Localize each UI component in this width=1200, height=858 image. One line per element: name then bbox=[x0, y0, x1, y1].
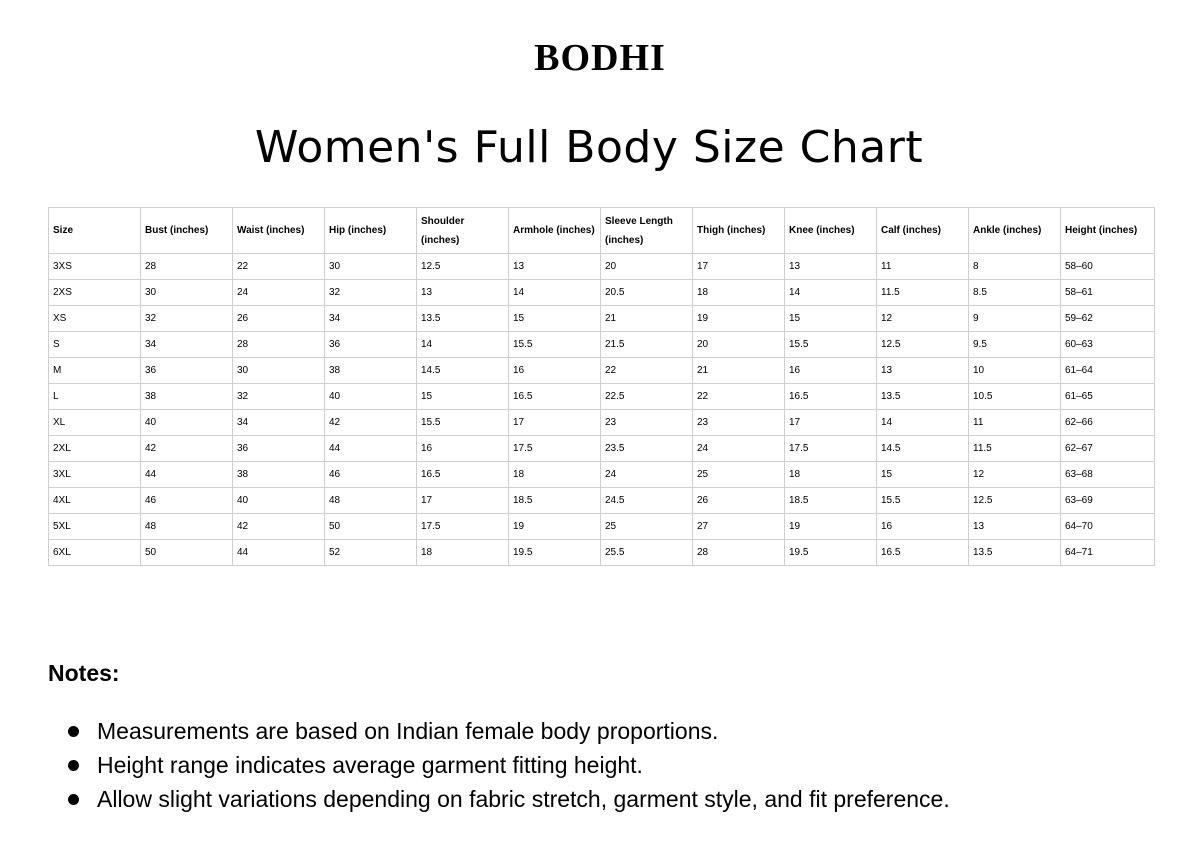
page-title: Women's Full Body Size Chart bbox=[254, 122, 924, 173]
header-cell-bust: Bust (inches) bbox=[141, 208, 233, 254]
measurement-cell: 36 bbox=[325, 332, 417, 358]
measurement-cell: 18 bbox=[693, 280, 785, 306]
measurement-cell: 23 bbox=[693, 410, 785, 436]
measurement-cell: 22 bbox=[233, 254, 325, 280]
notes-heading: Notes: bbox=[48, 660, 120, 686]
measurement-cell: 12 bbox=[877, 306, 969, 332]
measurement-cell: 17 bbox=[693, 254, 785, 280]
measurement-cell: 8.5 bbox=[969, 280, 1061, 306]
measurement-cell: 21 bbox=[693, 358, 785, 384]
table-header-row bbox=[49, 208, 1155, 254]
measurement-cell: 14 bbox=[785, 280, 877, 306]
table-row bbox=[49, 384, 1155, 410]
measurement-cell: 58–61 bbox=[1061, 280, 1155, 306]
measurement-cell: 17.5 bbox=[417, 514, 509, 540]
measurement-cell: 8 bbox=[969, 254, 1061, 280]
size-chart-table bbox=[48, 207, 1155, 566]
measurement-cell: 11 bbox=[877, 254, 969, 280]
measurement-cell: 11 bbox=[969, 410, 1061, 436]
measurement-cell: 40 bbox=[141, 410, 233, 436]
measurement-cell: 62–67 bbox=[1061, 436, 1155, 462]
size-label-cell: L bbox=[49, 384, 141, 410]
table-row bbox=[49, 462, 1155, 488]
size-label-cell: 6XL bbox=[49, 540, 141, 566]
measurement-cell: 48 bbox=[325, 488, 417, 514]
table-row bbox=[49, 514, 1155, 540]
measurement-cell: 64–70 bbox=[1061, 514, 1155, 540]
notes-list bbox=[66, 714, 950, 816]
measurement-cell: 14 bbox=[417, 332, 509, 358]
measurement-cell: 19.5 bbox=[785, 540, 877, 566]
header-cell-thigh: Thigh (inches) bbox=[693, 208, 785, 254]
measurement-cell: 28 bbox=[693, 540, 785, 566]
measurement-cell: 16.5 bbox=[417, 462, 509, 488]
header-cell-ankle: Ankle (inches) bbox=[969, 208, 1061, 254]
header-cell-height: Height (inches) bbox=[1061, 208, 1155, 254]
header-cell-armhole: Armhole (inches) bbox=[509, 208, 601, 254]
size-label-cell: 2XS bbox=[49, 280, 141, 306]
measurement-cell: 32 bbox=[141, 306, 233, 332]
measurement-cell: 22.5 bbox=[601, 384, 693, 410]
measurement-cell: 42 bbox=[325, 410, 417, 436]
note-text: Height range indicates average garment fitting height. bbox=[97, 752, 643, 778]
header-cell-sleeve-length: Sleeve Length (inches) bbox=[601, 208, 693, 254]
measurement-cell: 12.5 bbox=[877, 332, 969, 358]
measurement-cell: 20 bbox=[601, 254, 693, 280]
measurement-cell: 64–71 bbox=[1061, 540, 1155, 566]
table-row bbox=[49, 488, 1155, 514]
measurement-cell: 16.5 bbox=[877, 540, 969, 566]
measurement-cell: 9.5 bbox=[969, 332, 1061, 358]
measurement-cell: 13.5 bbox=[969, 540, 1061, 566]
measurement-cell: 32 bbox=[325, 280, 417, 306]
brand-logo: BODHI bbox=[534, 37, 666, 79]
measurement-cell: 42 bbox=[141, 436, 233, 462]
measurement-cell: 14 bbox=[877, 410, 969, 436]
measurement-cell: 19 bbox=[785, 514, 877, 540]
measurement-cell: 32 bbox=[233, 384, 325, 410]
table-row bbox=[49, 358, 1155, 384]
bullet-icon bbox=[68, 794, 79, 805]
measurement-cell: 50 bbox=[141, 540, 233, 566]
measurement-cell: 20 bbox=[693, 332, 785, 358]
measurement-cell: 23 bbox=[601, 410, 693, 436]
table-row bbox=[49, 332, 1155, 358]
measurement-cell: 46 bbox=[141, 488, 233, 514]
measurement-cell: 38 bbox=[233, 462, 325, 488]
measurement-cell: 12.5 bbox=[969, 488, 1061, 514]
size-label-cell: S bbox=[49, 332, 141, 358]
measurement-cell: 13.5 bbox=[417, 306, 509, 332]
measurement-cell: 17 bbox=[785, 410, 877, 436]
measurement-cell: 15 bbox=[877, 462, 969, 488]
measurement-cell: 17 bbox=[417, 488, 509, 514]
measurement-cell: 44 bbox=[141, 462, 233, 488]
size-label-cell: 3XS bbox=[49, 254, 141, 280]
measurement-cell: 21.5 bbox=[601, 332, 693, 358]
measurement-cell: 15 bbox=[785, 306, 877, 332]
bullet-icon bbox=[68, 760, 79, 771]
measurement-cell: 13.5 bbox=[877, 384, 969, 410]
measurement-cell: 15.5 bbox=[417, 410, 509, 436]
measurement-cell: 60–63 bbox=[1061, 332, 1155, 358]
header-cell-shoulder: Shoulder (inches) bbox=[417, 208, 509, 254]
measurement-cell: 30 bbox=[325, 254, 417, 280]
header-cell-knee: Knee (inches) bbox=[785, 208, 877, 254]
measurement-cell: 26 bbox=[233, 306, 325, 332]
note-item bbox=[66, 714, 950, 748]
measurement-cell: 18.5 bbox=[785, 488, 877, 514]
measurement-cell: 16 bbox=[509, 358, 601, 384]
measurement-cell: 15.5 bbox=[877, 488, 969, 514]
measurement-cell: 25 bbox=[693, 462, 785, 488]
measurement-cell: 28 bbox=[233, 332, 325, 358]
measurement-cell: 44 bbox=[233, 540, 325, 566]
measurement-cell: 63–69 bbox=[1061, 488, 1155, 514]
table-row bbox=[49, 306, 1155, 332]
table-row bbox=[49, 540, 1155, 566]
measurement-cell: 22 bbox=[601, 358, 693, 384]
measurement-cell: 24 bbox=[233, 280, 325, 306]
measurement-cell: 18 bbox=[417, 540, 509, 566]
note-item bbox=[66, 782, 950, 816]
measurement-cell: 13 bbox=[877, 358, 969, 384]
measurement-cell: 21 bbox=[601, 306, 693, 332]
bullet-icon bbox=[68, 726, 79, 737]
table-row bbox=[49, 410, 1155, 436]
measurement-cell: 19 bbox=[693, 306, 785, 332]
measurement-cell: 18 bbox=[785, 462, 877, 488]
measurement-cell: 17.5 bbox=[509, 436, 601, 462]
measurement-cell: 27 bbox=[693, 514, 785, 540]
measurement-cell: 34 bbox=[325, 306, 417, 332]
measurement-cell: 19 bbox=[509, 514, 601, 540]
measurement-cell: 59–62 bbox=[1061, 306, 1155, 332]
table-body bbox=[49, 254, 1155, 566]
measurement-cell: 36 bbox=[141, 358, 233, 384]
measurement-cell: 15 bbox=[417, 384, 509, 410]
measurement-cell: 42 bbox=[233, 514, 325, 540]
measurement-cell: 10.5 bbox=[969, 384, 1061, 410]
measurement-cell: 61–65 bbox=[1061, 384, 1155, 410]
header-cell-hip: Hip (inches) bbox=[325, 208, 417, 254]
measurement-cell: 10 bbox=[969, 358, 1061, 384]
note-item bbox=[66, 748, 950, 782]
size-label-cell: XS bbox=[49, 306, 141, 332]
table-row bbox=[49, 254, 1155, 280]
measurement-cell: 15.5 bbox=[785, 332, 877, 358]
measurement-cell: 16 bbox=[877, 514, 969, 540]
measurement-cell: 22 bbox=[693, 384, 785, 410]
measurement-cell: 36 bbox=[233, 436, 325, 462]
size-label-cell: 2XL bbox=[49, 436, 141, 462]
size-label-cell: 5XL bbox=[49, 514, 141, 540]
measurement-cell: 12 bbox=[969, 462, 1061, 488]
measurement-cell: 30 bbox=[141, 280, 233, 306]
measurement-cell: 16 bbox=[417, 436, 509, 462]
measurement-cell: 18.5 bbox=[509, 488, 601, 514]
table-row bbox=[49, 436, 1155, 462]
size-label-cell: 4XL bbox=[49, 488, 141, 514]
measurement-cell: 38 bbox=[141, 384, 233, 410]
measurement-cell: 16.5 bbox=[509, 384, 601, 410]
measurement-cell: 52 bbox=[325, 540, 417, 566]
measurement-cell: 13 bbox=[417, 280, 509, 306]
measurement-cell: 17 bbox=[509, 410, 601, 436]
measurement-cell: 62–66 bbox=[1061, 410, 1155, 436]
measurement-cell: 25 bbox=[601, 514, 693, 540]
measurement-cell: 23.5 bbox=[601, 436, 693, 462]
measurement-cell: 13 bbox=[509, 254, 601, 280]
measurement-cell: 25.5 bbox=[601, 540, 693, 566]
measurement-cell: 44 bbox=[325, 436, 417, 462]
measurement-cell: 13 bbox=[785, 254, 877, 280]
measurement-cell: 24 bbox=[693, 436, 785, 462]
measurement-cell: 61–64 bbox=[1061, 358, 1155, 384]
measurement-cell: 14 bbox=[509, 280, 601, 306]
measurement-cell: 17.5 bbox=[785, 436, 877, 462]
measurement-cell: 24 bbox=[601, 462, 693, 488]
header-cell-calf: Calf (inches) bbox=[877, 208, 969, 254]
measurement-cell: 14.5 bbox=[417, 358, 509, 384]
size-label-cell: M bbox=[49, 358, 141, 384]
measurement-cell: 15.5 bbox=[509, 332, 601, 358]
size-label-cell: XL bbox=[49, 410, 141, 436]
measurement-cell: 48 bbox=[141, 514, 233, 540]
measurement-cell: 12.5 bbox=[417, 254, 509, 280]
note-text: Allow slight variations depending on fabric stretch, garment style, and fit preference. bbox=[97, 786, 950, 812]
measurement-cell: 11.5 bbox=[877, 280, 969, 306]
measurement-cell: 28 bbox=[141, 254, 233, 280]
measurement-cell: 63–68 bbox=[1061, 462, 1155, 488]
measurement-cell: 11.5 bbox=[969, 436, 1061, 462]
measurement-cell: 50 bbox=[325, 514, 417, 540]
size-label-cell: 3XL bbox=[49, 462, 141, 488]
measurement-cell: 40 bbox=[325, 384, 417, 410]
measurement-cell: 24.5 bbox=[601, 488, 693, 514]
measurement-cell: 34 bbox=[141, 332, 233, 358]
header-cell-waist: Waist (inches) bbox=[233, 208, 325, 254]
header-cell-size: Size bbox=[49, 208, 141, 254]
measurement-cell: 18 bbox=[509, 462, 601, 488]
measurement-cell: 38 bbox=[325, 358, 417, 384]
measurement-cell: 20.5 bbox=[601, 280, 693, 306]
measurement-cell: 34 bbox=[233, 410, 325, 436]
measurement-cell: 46 bbox=[325, 462, 417, 488]
measurement-cell: 9 bbox=[969, 306, 1061, 332]
measurement-cell: 19.5 bbox=[509, 540, 601, 566]
measurement-cell: 58–60 bbox=[1061, 254, 1155, 280]
measurement-cell: 40 bbox=[233, 488, 325, 514]
measurement-cell: 14.5 bbox=[877, 436, 969, 462]
measurement-cell: 16.5 bbox=[785, 384, 877, 410]
measurement-cell: 26 bbox=[693, 488, 785, 514]
measurement-cell: 15 bbox=[509, 306, 601, 332]
measurement-cell: 30 bbox=[233, 358, 325, 384]
measurement-cell: 13 bbox=[969, 514, 1061, 540]
note-text: Measurements are based on Indian female body proportions. bbox=[97, 718, 719, 744]
table-row bbox=[49, 280, 1155, 306]
measurement-cell: 16 bbox=[785, 358, 877, 384]
